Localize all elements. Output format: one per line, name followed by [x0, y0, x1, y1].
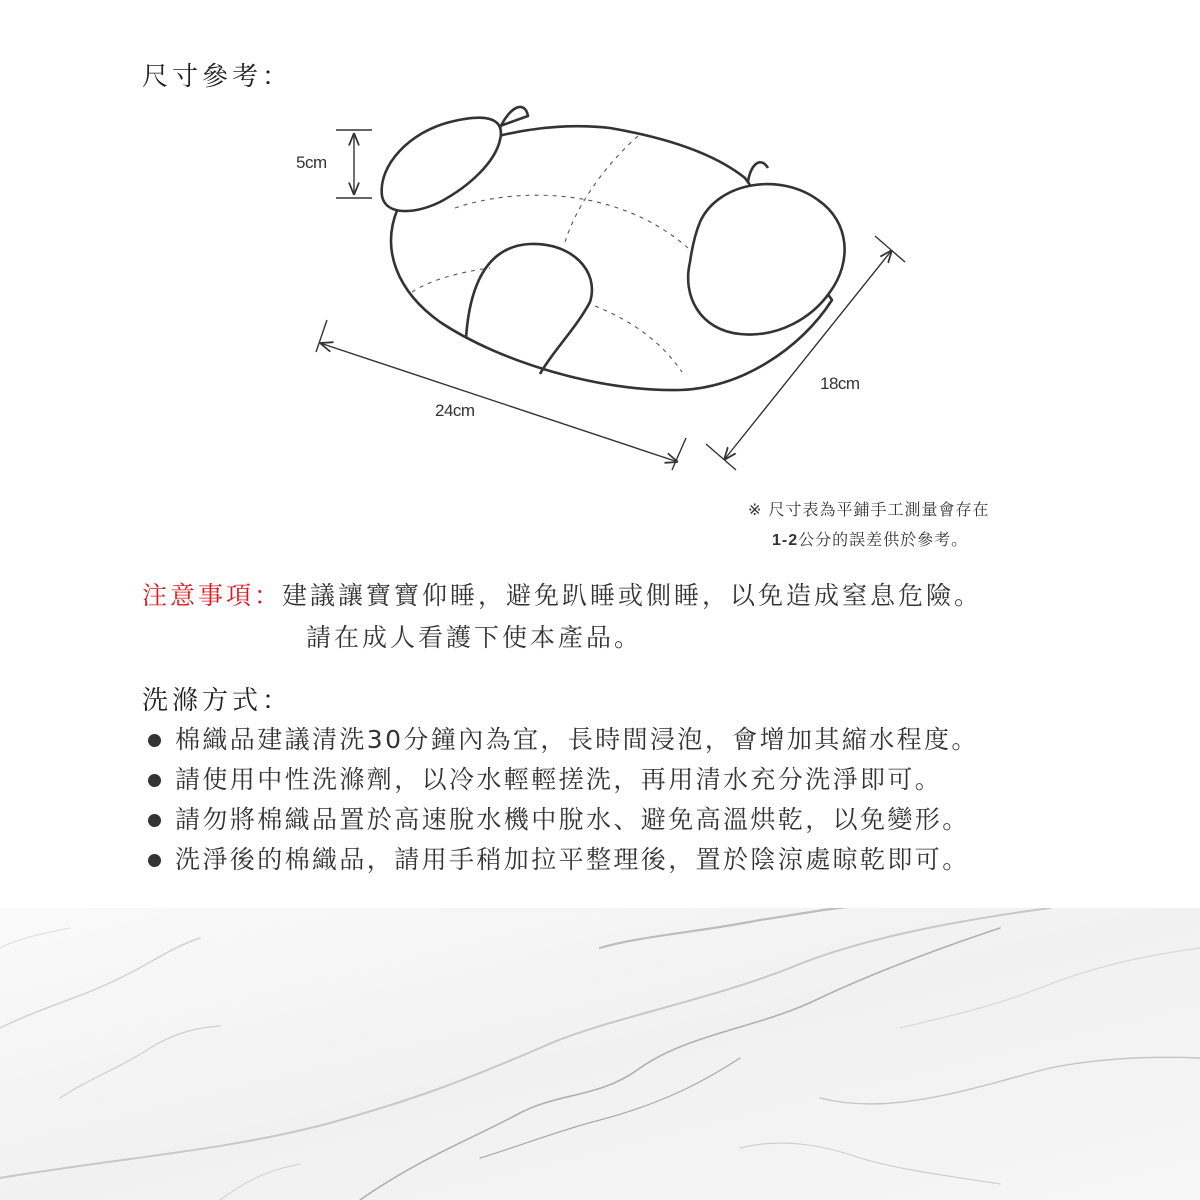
depth-label: 18cm — [820, 374, 860, 393]
washing-item — [148, 840, 979, 880]
height-label: 5cm — [296, 153, 327, 172]
width-label: 24cm — [435, 401, 475, 420]
washing-item-text: 洗淨後的棉織品，請用手稍加拉平整理後，置於陰涼處晾乾即可。 — [175, 845, 970, 874]
caution-row-1 — [142, 576, 982, 612]
measurement-note-line2 — [772, 527, 968, 550]
measurement-note-line1: ※ 尺寸表為平鋪手工測量會存在 — [748, 500, 990, 519]
error-range: 1-2 — [772, 532, 799, 549]
measurement-note-rest: 公分的誤差供於參考。 — [798, 530, 969, 549]
washing-item-text: 請勿將棉織品置於高速脫水機中脫水、避免高溫烘乾，以免變形。 — [175, 805, 970, 834]
pillow-size-diagram — [0, 0, 1200, 520]
caution-title: 注意事項： — [142, 581, 283, 610]
washing-title: 洗滌方式： — [142, 686, 293, 716]
bullet-icon — [148, 854, 161, 867]
washing-item-text: 棉織品建議清洗30分鐘內為宜，長時間浸泡，會增加其縮水程度。 — [175, 725, 979, 754]
bullet-icon — [148, 734, 161, 747]
washing-item — [148, 760, 979, 800]
caution-line-2: 請在成人看護下使本產品。 — [306, 623, 643, 652]
caution-line-1: 建議讓寶寶仰睡，避免趴睡或側睡，以免造成窒息危險。 — [282, 581, 983, 610]
height-dimension — [336, 130, 372, 198]
pillow-outline — [382, 107, 845, 390]
washing-item — [148, 720, 979, 760]
washing-item-text: 請使用中性洗滌劑，以冷水輕輕搓洗，再用清水充分洗淨即可。 — [175, 765, 943, 794]
size-reference-title: 尺寸參考： — [142, 62, 293, 92]
bullet-icon — [148, 774, 161, 787]
washing-item — [148, 800, 979, 840]
washing-list — [148, 720, 979, 880]
bullet-icon — [148, 814, 161, 827]
marble-texture — [0, 908, 1200, 1200]
